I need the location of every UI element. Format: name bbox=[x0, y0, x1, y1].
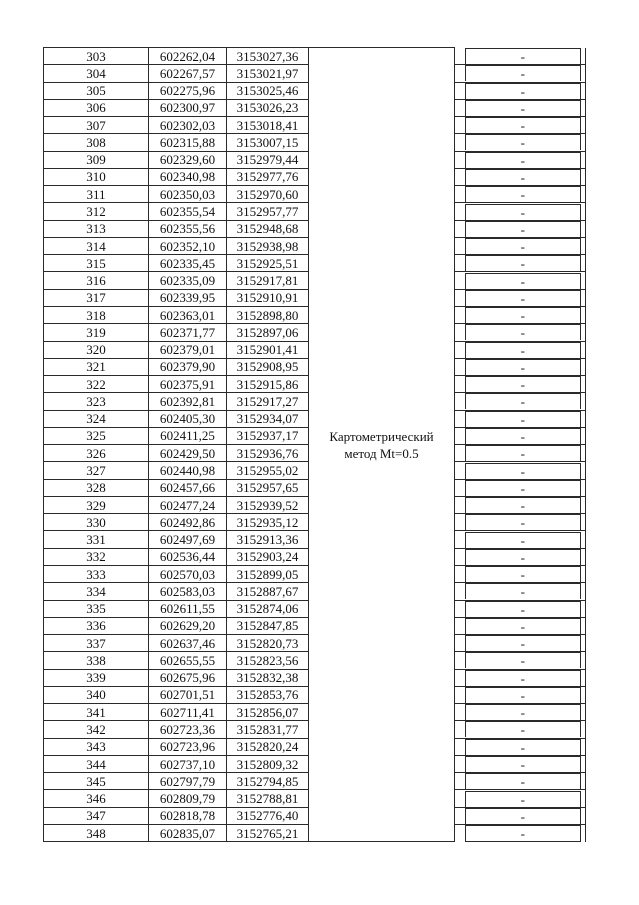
x-coordinate-cell: 602611,55 bbox=[149, 600, 227, 617]
mean-error-cell bbox=[461, 824, 585, 842]
x-coordinate-cell: 602352,10 bbox=[149, 237, 227, 254]
point-number-cell: 347 bbox=[44, 807, 149, 824]
x-coordinate-cell: 602492,86 bbox=[149, 514, 227, 531]
mean-error-cell bbox=[461, 548, 585, 565]
mean-error-cell bbox=[461, 393, 585, 410]
point-number-cell: 328 bbox=[44, 479, 149, 496]
x-coordinate-cell: 602629,20 bbox=[149, 617, 227, 634]
mean-error-cell bbox=[461, 117, 585, 134]
point-number-cell: 341 bbox=[44, 704, 149, 721]
y-coordinate-cell: 3152957,77 bbox=[227, 203, 309, 220]
y-coordinate-cell: 3152908,95 bbox=[227, 358, 309, 375]
mean-error-value: - bbox=[465, 324, 581, 340]
x-coordinate-cell: 602315,88 bbox=[149, 134, 227, 151]
mean-error-cell bbox=[461, 669, 585, 686]
y-coordinate-cell: 3152887,67 bbox=[227, 583, 309, 600]
x-coordinate-cell: 602355,56 bbox=[149, 220, 227, 237]
mean-error-cell bbox=[461, 721, 585, 738]
mean-error-cell bbox=[461, 600, 585, 617]
x-coordinate-cell: 602339,95 bbox=[149, 289, 227, 306]
y-coordinate-cell: 3152856,07 bbox=[227, 704, 309, 721]
mean-error-value: - bbox=[465, 601, 581, 617]
point-number-cell: 313 bbox=[44, 220, 149, 237]
point-number-cell: 326 bbox=[44, 445, 149, 462]
x-coordinate-cell: 602411,25 bbox=[149, 427, 227, 444]
mean-error-cell bbox=[461, 773, 585, 790]
mean-error-value: - bbox=[465, 376, 581, 392]
x-coordinate-cell: 602536,44 bbox=[149, 548, 227, 565]
point-number-cell: 307 bbox=[44, 117, 149, 134]
point-number-cell: 334 bbox=[44, 583, 149, 600]
mean-error-value: - bbox=[465, 238, 581, 254]
mean-error-cell bbox=[461, 82, 585, 99]
point-number-cell: 339 bbox=[44, 669, 149, 686]
method-label-line1: Картометрический bbox=[329, 428, 434, 444]
point-number-cell: 317 bbox=[44, 289, 149, 306]
mean-error-value: - bbox=[465, 221, 581, 237]
x-coordinate-cell: 602497,69 bbox=[149, 531, 227, 548]
y-coordinate-cell: 3153021,97 bbox=[227, 65, 309, 82]
point-number-cell: 321 bbox=[44, 358, 149, 375]
x-coordinate-cell: 602818,78 bbox=[149, 807, 227, 824]
x-coordinate-cell: 602340,98 bbox=[149, 168, 227, 185]
coordinates-table bbox=[43, 47, 586, 842]
y-coordinate-cell: 3152935,12 bbox=[227, 514, 309, 531]
mean-error-cell bbox=[461, 48, 585, 65]
x-coordinate-cell: 602737,10 bbox=[149, 755, 227, 772]
mean-error-cell bbox=[461, 289, 585, 306]
point-number-cell: 336 bbox=[44, 617, 149, 634]
point-number-cell: 323 bbox=[44, 393, 149, 410]
mean-error-cell bbox=[461, 479, 585, 496]
y-coordinate-cell: 3152788,81 bbox=[227, 790, 309, 807]
point-number-cell: 342 bbox=[44, 721, 149, 738]
x-coordinate-cell: 602723,96 bbox=[149, 738, 227, 755]
y-coordinate-cell: 3152832,38 bbox=[227, 669, 309, 686]
x-coordinate-cell: 602570,03 bbox=[149, 565, 227, 582]
y-coordinate-cell: 3152955,02 bbox=[227, 462, 309, 479]
mean-error-cell bbox=[461, 203, 585, 220]
y-coordinate-cell: 3152957,65 bbox=[227, 479, 309, 496]
mean-error-value: - bbox=[465, 204, 581, 220]
mean-error-value: - bbox=[465, 652, 581, 668]
method-label-line2: метод Mt=0.5 bbox=[344, 445, 419, 461]
mean-error-value: - bbox=[465, 497, 581, 513]
mean-error-cell bbox=[461, 186, 585, 203]
point-number-cell: 338 bbox=[44, 652, 149, 669]
mean-error-cell bbox=[461, 790, 585, 807]
table-row bbox=[44, 48, 586, 65]
mean-error-value: - bbox=[465, 255, 581, 271]
x-coordinate-cell: 602711,41 bbox=[149, 704, 227, 721]
y-coordinate-cell: 3152831,77 bbox=[227, 721, 309, 738]
mean-error-value: - bbox=[465, 169, 581, 185]
mean-error-cell bbox=[461, 427, 585, 444]
mean-error-value: - bbox=[465, 549, 581, 565]
mean-error-value: - bbox=[465, 756, 581, 772]
y-coordinate-cell: 3152823,56 bbox=[227, 652, 309, 669]
point-number-cell: 315 bbox=[44, 255, 149, 272]
mean-error-value: - bbox=[465, 618, 581, 634]
y-coordinate-cell: 3152794,85 bbox=[227, 773, 309, 790]
mean-error-cell bbox=[461, 65, 585, 82]
mean-error-value: - bbox=[465, 532, 581, 548]
x-coordinate-cell: 602637,46 bbox=[149, 635, 227, 652]
y-coordinate-cell: 3152820,73 bbox=[227, 635, 309, 652]
mean-error-cell bbox=[461, 583, 585, 600]
y-coordinate-cell: 3152948,68 bbox=[227, 220, 309, 237]
y-coordinate-cell: 3152910,91 bbox=[227, 289, 309, 306]
mean-error-cell bbox=[461, 376, 585, 393]
mean-error-value: - bbox=[465, 117, 581, 133]
mean-error-value: - bbox=[465, 583, 581, 599]
mean-error-cell bbox=[461, 237, 585, 254]
point-number-cell: 309 bbox=[44, 151, 149, 168]
x-coordinate-cell: 602335,45 bbox=[149, 255, 227, 272]
mean-error-cell bbox=[461, 324, 585, 341]
point-number-cell: 304 bbox=[44, 65, 149, 82]
y-coordinate-cell: 3152939,52 bbox=[227, 496, 309, 513]
mean-error-cell bbox=[461, 565, 585, 582]
y-coordinate-cell: 3152936,76 bbox=[227, 445, 309, 462]
y-coordinate-cell: 3152820,24 bbox=[227, 738, 309, 755]
mean-error-value: - bbox=[465, 100, 581, 116]
x-coordinate-cell: 602835,07 bbox=[149, 824, 227, 842]
mean-error-cell bbox=[461, 151, 585, 168]
x-coordinate-cell: 602275,96 bbox=[149, 82, 227, 99]
mean-error-cell bbox=[461, 738, 585, 755]
x-coordinate-cell: 602675,96 bbox=[149, 669, 227, 686]
mean-error-cell bbox=[461, 755, 585, 772]
mean-error-value: - bbox=[465, 721, 581, 737]
y-coordinate-cell: 3152901,41 bbox=[227, 341, 309, 358]
x-coordinate-cell: 602723,36 bbox=[149, 721, 227, 738]
x-coordinate-cell: 602267,57 bbox=[149, 65, 227, 82]
y-coordinate-cell: 3153018,41 bbox=[227, 117, 309, 134]
x-coordinate-cell: 602350,03 bbox=[149, 186, 227, 203]
point-number-cell: 303 bbox=[44, 48, 149, 65]
x-coordinate-cell: 602583,03 bbox=[149, 583, 227, 600]
mean-error-value: - bbox=[465, 463, 581, 479]
mean-error-value: - bbox=[465, 273, 581, 289]
point-number-cell: 314 bbox=[44, 237, 149, 254]
x-coordinate-cell: 602379,90 bbox=[149, 358, 227, 375]
y-coordinate-cell: 3152847,85 bbox=[227, 617, 309, 634]
x-coordinate-cell: 602797,79 bbox=[149, 773, 227, 790]
mean-error-value: - bbox=[465, 290, 581, 306]
x-coordinate-cell: 602655,55 bbox=[149, 652, 227, 669]
method-cell bbox=[309, 48, 455, 842]
mean-error-value: - bbox=[465, 773, 581, 789]
x-coordinate-cell: 602335,09 bbox=[149, 272, 227, 289]
mean-error-cell bbox=[461, 617, 585, 634]
x-coordinate-cell: 602379,01 bbox=[149, 341, 227, 358]
x-coordinate-cell: 602457,66 bbox=[149, 479, 227, 496]
y-coordinate-cell: 3152934,07 bbox=[227, 410, 309, 427]
point-number-cell: 335 bbox=[44, 600, 149, 617]
y-coordinate-cell: 3152979,44 bbox=[227, 151, 309, 168]
point-number-cell: 311 bbox=[44, 186, 149, 203]
mean-error-cell bbox=[461, 168, 585, 185]
y-coordinate-cell: 3152899,05 bbox=[227, 565, 309, 582]
y-coordinate-cell: 3152937,17 bbox=[227, 427, 309, 444]
y-coordinate-cell: 3152977,76 bbox=[227, 168, 309, 185]
mean-error-value: - bbox=[465, 808, 581, 824]
point-number-cell: 325 bbox=[44, 427, 149, 444]
mean-error-value: - bbox=[465, 83, 581, 99]
mean-error-value: - bbox=[465, 739, 581, 755]
y-coordinate-cell: 3152925,51 bbox=[227, 255, 309, 272]
point-number-cell: 340 bbox=[44, 686, 149, 703]
point-number-cell: 320 bbox=[44, 341, 149, 358]
y-coordinate-cell: 3153007,15 bbox=[227, 134, 309, 151]
mean-error-cell bbox=[461, 635, 585, 652]
y-coordinate-cell: 3152765,21 bbox=[227, 824, 309, 842]
y-coordinate-cell: 3152809,32 bbox=[227, 755, 309, 772]
x-coordinate-cell: 602363,01 bbox=[149, 306, 227, 323]
point-number-cell: 346 bbox=[44, 790, 149, 807]
y-coordinate-cell: 3152903,24 bbox=[227, 548, 309, 565]
mean-error-cell bbox=[461, 99, 585, 116]
mean-error-value: - bbox=[465, 186, 581, 202]
y-coordinate-cell: 3153025,46 bbox=[227, 82, 309, 99]
mean-error-value: - bbox=[465, 480, 581, 496]
x-coordinate-cell: 602477,24 bbox=[149, 496, 227, 513]
mean-error-value: - bbox=[465, 152, 581, 168]
mean-error-cell bbox=[461, 445, 585, 462]
x-coordinate-cell: 602371,77 bbox=[149, 324, 227, 341]
mean-error-cell bbox=[461, 341, 585, 358]
mean-error-cell bbox=[461, 272, 585, 289]
y-coordinate-cell: 3152898,80 bbox=[227, 306, 309, 323]
mean-error-cell bbox=[461, 220, 585, 237]
mean-error-cell bbox=[461, 531, 585, 548]
mean-error-cell bbox=[461, 686, 585, 703]
mean-error-value: - bbox=[465, 428, 581, 444]
mean-error-value: - bbox=[465, 791, 581, 807]
mean-error-value: - bbox=[465, 670, 581, 686]
point-number-cell: 324 bbox=[44, 410, 149, 427]
mean-error-value: - bbox=[465, 411, 581, 427]
point-number-cell: 316 bbox=[44, 272, 149, 289]
mean-error-value: - bbox=[465, 393, 581, 409]
point-number-cell: 337 bbox=[44, 635, 149, 652]
mean-error-value: - bbox=[465, 704, 581, 720]
mean-error-cell bbox=[461, 134, 585, 151]
mean-error-cell bbox=[461, 807, 585, 824]
mean-error-cell bbox=[461, 704, 585, 721]
mean-error-cell bbox=[461, 652, 585, 669]
x-coordinate-cell: 602701,51 bbox=[149, 686, 227, 703]
y-coordinate-cell: 3153026,23 bbox=[227, 99, 309, 116]
x-coordinate-cell: 602300,97 bbox=[149, 99, 227, 116]
x-coordinate-cell: 602429,50 bbox=[149, 445, 227, 462]
point-number-cell: 330 bbox=[44, 514, 149, 531]
point-number-cell: 305 bbox=[44, 82, 149, 99]
y-coordinate-cell: 3152915,86 bbox=[227, 376, 309, 393]
x-coordinate-cell: 602302,03 bbox=[149, 117, 227, 134]
point-number-cell: 308 bbox=[44, 134, 149, 151]
y-coordinate-cell: 3152938,98 bbox=[227, 237, 309, 254]
x-coordinate-cell: 602329,60 bbox=[149, 151, 227, 168]
mean-error-cell bbox=[461, 462, 585, 479]
mean-error-cell bbox=[461, 410, 585, 427]
mean-error-cell bbox=[461, 496, 585, 513]
point-number-cell: 344 bbox=[44, 755, 149, 772]
point-number-cell: 327 bbox=[44, 462, 149, 479]
x-coordinate-cell: 602375,91 bbox=[149, 376, 227, 393]
y-coordinate-cell: 3153027,36 bbox=[227, 48, 309, 65]
x-coordinate-cell: 602262,04 bbox=[149, 48, 227, 65]
mean-error-cell bbox=[461, 306, 585, 323]
point-number-cell: 306 bbox=[44, 99, 149, 116]
mean-error-value: - bbox=[465, 134, 581, 150]
y-coordinate-cell: 3152917,27 bbox=[227, 393, 309, 410]
point-number-cell: 332 bbox=[44, 548, 149, 565]
mean-error-value: - bbox=[465, 65, 581, 81]
x-coordinate-cell: 602355,54 bbox=[149, 203, 227, 220]
mean-error-value: - bbox=[465, 635, 581, 651]
x-coordinate-cell: 602440,98 bbox=[149, 462, 227, 479]
x-coordinate-cell: 602392,81 bbox=[149, 393, 227, 410]
mean-error-value: - bbox=[465, 825, 581, 842]
mean-error-value: - bbox=[465, 566, 581, 582]
coordinates-table-body bbox=[44, 48, 586, 842]
point-number-cell: 322 bbox=[44, 376, 149, 393]
y-coordinate-cell: 3152853,76 bbox=[227, 686, 309, 703]
mean-error-value: - bbox=[465, 445, 581, 461]
mean-error-value: - bbox=[465, 48, 581, 64]
x-coordinate-cell: 602405,30 bbox=[149, 410, 227, 427]
point-number-cell: 331 bbox=[44, 531, 149, 548]
point-number-cell: 319 bbox=[44, 324, 149, 341]
point-number-cell: 348 bbox=[44, 824, 149, 842]
mean-error-cell bbox=[461, 514, 585, 531]
y-coordinate-cell: 3152970,60 bbox=[227, 186, 309, 203]
y-coordinate-cell: 3152913,36 bbox=[227, 531, 309, 548]
mean-error-cell bbox=[461, 358, 585, 375]
point-number-cell: 343 bbox=[44, 738, 149, 755]
mean-error-value: - bbox=[465, 359, 581, 375]
point-number-cell: 329 bbox=[44, 496, 149, 513]
y-coordinate-cell: 3152917,81 bbox=[227, 272, 309, 289]
mean-error-value: - bbox=[465, 514, 581, 530]
x-coordinate-cell: 602809,79 bbox=[149, 790, 227, 807]
mean-error-value: - bbox=[465, 687, 581, 703]
point-number-cell: 333 bbox=[44, 565, 149, 582]
y-coordinate-cell: 3152897,06 bbox=[227, 324, 309, 341]
point-number-cell: 345 bbox=[44, 773, 149, 790]
mean-error-cell bbox=[461, 255, 585, 272]
y-coordinate-cell: 3152776,40 bbox=[227, 807, 309, 824]
y-coordinate-cell: 3152874,06 bbox=[227, 600, 309, 617]
point-number-cell: 312 bbox=[44, 203, 149, 220]
point-number-cell: 318 bbox=[44, 306, 149, 323]
mean-error-value: - bbox=[465, 342, 581, 358]
mean-error-value: - bbox=[465, 307, 581, 323]
point-number-cell: 310 bbox=[44, 168, 149, 185]
